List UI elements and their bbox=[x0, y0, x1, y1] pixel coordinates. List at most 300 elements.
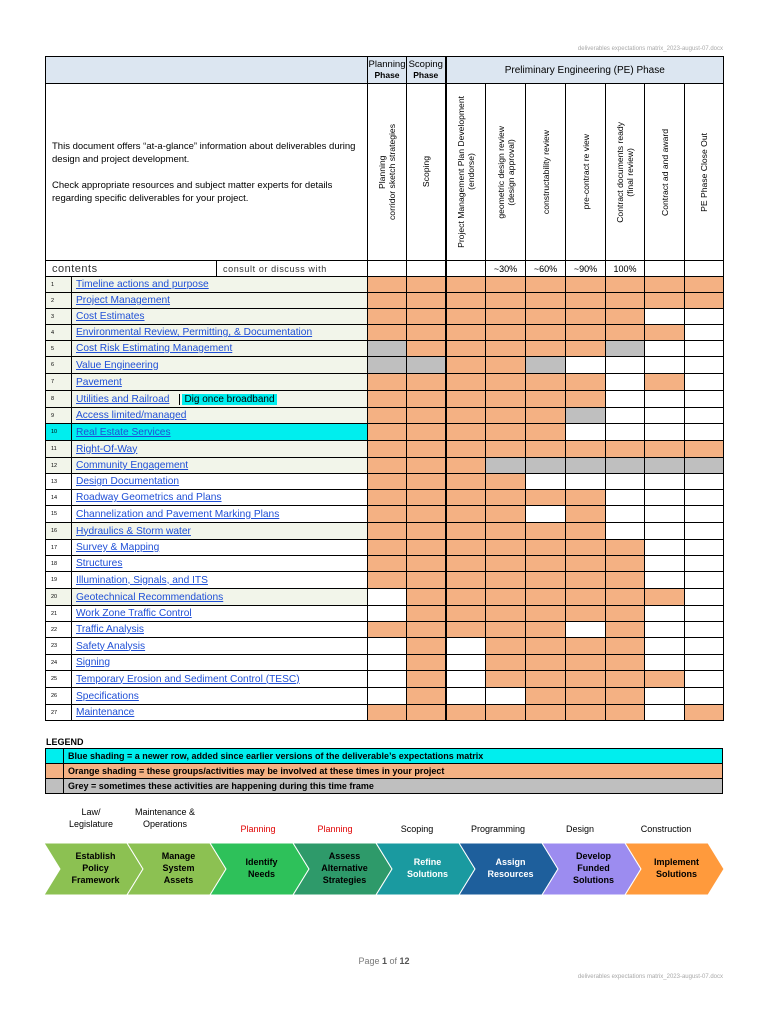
matrix-cell bbox=[606, 424, 645, 441]
matrix-cell bbox=[407, 325, 446, 341]
matrix-cell bbox=[606, 671, 645, 688]
table-row bbox=[46, 277, 724, 293]
deliverable-link[interactable]: Cost Risk Estimating Management bbox=[76, 343, 233, 354]
matrix-cell bbox=[446, 572, 486, 589]
matrix-cell bbox=[526, 309, 566, 325]
matrix-cell bbox=[606, 540, 645, 556]
matrix-cell bbox=[645, 606, 685, 622]
deliverable-item bbox=[72, 293, 368, 309]
matrix-cell bbox=[486, 424, 526, 441]
row-number: 1 bbox=[46, 277, 72, 293]
matrix-cell bbox=[446, 589, 486, 606]
matrix-cell bbox=[685, 589, 724, 606]
matrix-cell bbox=[526, 341, 566, 357]
matrix-cell bbox=[368, 638, 407, 655]
matrix-cell bbox=[685, 374, 724, 391]
matrix-cell bbox=[446, 638, 486, 655]
matrix-cell bbox=[606, 357, 645, 374]
matrix-cell bbox=[645, 572, 685, 589]
matrix-cell bbox=[606, 441, 645, 458]
deliverable-link[interactable]: Signing bbox=[76, 657, 110, 668]
flow-stage-label: Scoping bbox=[400, 824, 434, 834]
matrix-cell bbox=[526, 589, 566, 606]
matrix-cell bbox=[606, 309, 645, 325]
deliverable-item bbox=[72, 325, 368, 341]
matrix-cell bbox=[486, 622, 526, 638]
deliverable-link[interactable]: Timeline actions and purpose bbox=[76, 279, 209, 290]
table-row bbox=[46, 638, 724, 655]
matrix-cell bbox=[526, 490, 566, 506]
row-number: 22 bbox=[46, 622, 72, 638]
deliverable-item bbox=[72, 490, 368, 506]
matrix-cell bbox=[645, 357, 685, 374]
matrix-cell bbox=[526, 325, 566, 341]
matrix-cell bbox=[407, 424, 446, 441]
consult-label: consult or discuss with bbox=[217, 261, 368, 277]
matrix-cell bbox=[407, 589, 446, 606]
matrix-cell bbox=[566, 556, 606, 572]
matrix-cell bbox=[645, 490, 685, 506]
matrix-cell bbox=[645, 441, 685, 458]
matrix-cell bbox=[606, 705, 645, 721]
column-header-8: Contract ad and award bbox=[645, 84, 685, 261]
legend-row bbox=[46, 749, 723, 764]
table-row bbox=[46, 293, 724, 309]
matrix-cell bbox=[566, 540, 606, 556]
matrix-cell bbox=[685, 556, 724, 572]
matrix-cell bbox=[685, 458, 724, 474]
matrix-cell bbox=[407, 277, 446, 293]
table-row bbox=[46, 506, 724, 523]
column-header-6: pre-contract re view bbox=[566, 84, 606, 261]
matrix-cell bbox=[486, 523, 526, 540]
matrix-cell bbox=[446, 325, 486, 341]
table-row bbox=[46, 705, 724, 721]
matrix-cell bbox=[368, 688, 407, 705]
matrix-cell bbox=[526, 606, 566, 622]
deliverable-link[interactable]: Maintenance bbox=[76, 707, 135, 718]
matrix-cell bbox=[685, 688, 724, 705]
matrix-cell bbox=[446, 506, 486, 523]
deliverable-link[interactable]: Cost Estimates bbox=[76, 311, 145, 322]
deliverable-link[interactable]: Utilities and Railroad bbox=[76, 393, 170, 405]
flow-step-text: Assign Resources bbox=[487, 857, 534, 879]
flow-stage-label: Design bbox=[565, 824, 594, 834]
matrix-cell bbox=[407, 671, 446, 688]
row-number: 23 bbox=[46, 638, 72, 655]
table-row bbox=[46, 408, 724, 424]
matrix-cell bbox=[446, 408, 486, 424]
matrix-cell bbox=[606, 408, 645, 424]
matrix-cell bbox=[486, 309, 526, 325]
matrix-cell bbox=[566, 655, 606, 671]
deliverable-item bbox=[72, 523, 368, 540]
row-number: 16 bbox=[46, 523, 72, 540]
legend-row bbox=[46, 764, 723, 779]
matrix-cell bbox=[566, 688, 606, 705]
deliverable-item bbox=[72, 606, 368, 622]
row-number: 8 bbox=[46, 391, 72, 408]
matrix-cell bbox=[486, 408, 526, 424]
matrix-cell bbox=[685, 408, 724, 424]
matrix-cell bbox=[685, 357, 724, 374]
matrix-cell bbox=[645, 556, 685, 572]
row-number: 7 bbox=[46, 374, 72, 391]
deliverable-item bbox=[72, 458, 368, 474]
matrix-cell bbox=[526, 671, 566, 688]
matrix-cell bbox=[566, 277, 606, 293]
matrix-cell bbox=[368, 309, 407, 325]
matrix-cell bbox=[606, 506, 645, 523]
matrix-cell bbox=[368, 474, 407, 490]
row-number: 6 bbox=[46, 357, 72, 374]
row-number: 13 bbox=[46, 474, 72, 490]
matrix-cell bbox=[606, 325, 645, 341]
matrix-cell bbox=[486, 490, 526, 506]
deliverable-link[interactable]: Hydraulics & Storm water bbox=[76, 525, 191, 537]
matrix-cell bbox=[685, 309, 724, 325]
matrix-cell bbox=[446, 655, 486, 671]
table-row bbox=[46, 325, 724, 341]
matrix-cell bbox=[645, 391, 685, 408]
deliverable-item bbox=[72, 506, 368, 523]
matrix-cell bbox=[407, 655, 446, 671]
matrix-cell bbox=[446, 277, 486, 293]
column-header-9: PE Phase Close Out bbox=[685, 84, 724, 261]
matrix-cell bbox=[526, 655, 566, 671]
matrix-cell bbox=[685, 441, 724, 458]
matrix-cell bbox=[526, 540, 566, 556]
matrix-cell bbox=[368, 671, 407, 688]
matrix-cell bbox=[566, 506, 606, 523]
matrix-cell bbox=[685, 572, 724, 589]
deliverable-link[interactable]: Temporary Erosion and Sediment Control (TESC) bbox=[76, 673, 300, 685]
matrix-cell bbox=[566, 490, 606, 506]
matrix-cell bbox=[606, 374, 645, 391]
contents-label: contents bbox=[46, 261, 217, 277]
matrix-cell bbox=[685, 325, 724, 341]
header-filename: deliverables expectations matrix_2023-august-07.docx bbox=[577, 46, 723, 52]
matrix-cell bbox=[566, 523, 606, 540]
row-number: 2 bbox=[46, 293, 72, 309]
matrix-cell bbox=[486, 705, 526, 721]
row-number: 10 bbox=[46, 424, 72, 441]
matrix-cell bbox=[446, 556, 486, 572]
matrix-cell bbox=[645, 374, 685, 391]
deliverable-link[interactable]: Real Estate Services bbox=[76, 426, 171, 438]
deliverable-link[interactable]: Channelization and Pavement Marking Plans bbox=[76, 508, 280, 520]
column-header-3: Project Management Plan Development (endorse) bbox=[446, 84, 486, 261]
column-header-2: Scoping bbox=[407, 84, 446, 261]
deliverable-item bbox=[72, 441, 368, 458]
matrix-cell bbox=[526, 638, 566, 655]
row-number: 17 bbox=[46, 540, 72, 556]
matrix-cell bbox=[526, 458, 566, 474]
legend-swatch bbox=[46, 779, 64, 794]
matrix-cell bbox=[566, 309, 606, 325]
matrix-cell bbox=[368, 408, 407, 424]
row-number: 25 bbox=[46, 671, 72, 688]
matrix-cell bbox=[645, 655, 685, 671]
matrix-cell bbox=[645, 589, 685, 606]
flow-step-text: Manage System Assets bbox=[161, 850, 196, 885]
percent-label-6: ~90% bbox=[566, 261, 606, 277]
matrix-cell bbox=[685, 391, 724, 408]
matrix-cell bbox=[645, 638, 685, 655]
row-number: 9 bbox=[46, 408, 72, 424]
matrix-cell bbox=[446, 357, 486, 374]
matrix-cell bbox=[685, 490, 724, 506]
legend-row bbox=[46, 779, 723, 794]
matrix-cell bbox=[407, 523, 446, 540]
matrix-cell bbox=[486, 391, 526, 408]
matrix-cell bbox=[368, 490, 407, 506]
matrix-cell bbox=[446, 474, 486, 490]
matrix-cell bbox=[526, 391, 566, 408]
matrix-cell bbox=[368, 391, 407, 408]
row-number: 14 bbox=[46, 490, 72, 506]
matrix-cell bbox=[407, 556, 446, 572]
matrix-cell bbox=[446, 540, 486, 556]
matrix-cell bbox=[407, 506, 446, 523]
matrix-cell bbox=[486, 540, 526, 556]
table-row bbox=[46, 309, 724, 325]
matrix-cell bbox=[526, 556, 566, 572]
table-row bbox=[46, 523, 724, 540]
matrix-cell bbox=[446, 606, 486, 622]
flow-stage-label: Planning bbox=[317, 824, 353, 834]
matrix-cell bbox=[446, 490, 486, 506]
table-row bbox=[46, 622, 724, 638]
matrix-cell bbox=[407, 293, 446, 309]
percent-label-5: ~60% bbox=[526, 261, 566, 277]
legend-table bbox=[45, 748, 723, 794]
matrix-cell bbox=[606, 688, 645, 705]
deliverable-link[interactable]: Pavement bbox=[76, 376, 122, 388]
row-number: 19 bbox=[46, 572, 72, 589]
deliverable-item bbox=[72, 309, 368, 325]
matrix-cell bbox=[566, 325, 606, 341]
matrix-cell bbox=[645, 277, 685, 293]
matrix-cell bbox=[685, 705, 724, 721]
deliverable-link[interactable]: Traffic Analysis bbox=[76, 624, 144, 635]
deliverable-item bbox=[72, 556, 368, 572]
matrix-cell bbox=[645, 408, 685, 424]
table-row bbox=[46, 688, 724, 705]
matrix-cell bbox=[606, 606, 645, 622]
flow-stage-label: Construction bbox=[640, 824, 692, 834]
matrix-cell bbox=[368, 655, 407, 671]
matrix-cell bbox=[606, 490, 645, 506]
matrix-cell bbox=[645, 424, 685, 441]
matrix-cell bbox=[368, 589, 407, 606]
matrix-cell bbox=[685, 523, 724, 540]
deliverable-link[interactable]: Geotechnical Recommendations bbox=[76, 591, 224, 603]
matrix-cell bbox=[566, 638, 606, 655]
matrix-cell bbox=[486, 277, 526, 293]
matrix-cell bbox=[606, 293, 645, 309]
table-row bbox=[46, 374, 724, 391]
matrix-cell bbox=[566, 622, 606, 638]
matrix-cell bbox=[407, 490, 446, 506]
row-number: 24 bbox=[46, 655, 72, 671]
matrix-cell bbox=[645, 309, 685, 325]
table-row bbox=[46, 424, 724, 441]
deliverable-item bbox=[72, 424, 368, 441]
matrix-cell bbox=[407, 705, 446, 721]
matrix-cell bbox=[407, 458, 446, 474]
column-header-5: constructability review bbox=[526, 84, 566, 261]
matrix-cell bbox=[526, 408, 566, 424]
matrix-cell bbox=[645, 540, 685, 556]
matrix-cell bbox=[526, 572, 566, 589]
matrix-cell bbox=[645, 325, 685, 341]
matrix-cell bbox=[566, 572, 606, 589]
row-number: 18 bbox=[46, 556, 72, 572]
deliverable-link[interactable]: Structures bbox=[76, 558, 123, 569]
matrix-cell bbox=[446, 374, 486, 391]
row-number: 5 bbox=[46, 341, 72, 357]
percent-label-1 bbox=[368, 261, 407, 277]
matrix-cell bbox=[566, 589, 606, 606]
deliverable-link[interactable]: Safety Analysis bbox=[76, 640, 146, 652]
matrix-cell bbox=[368, 705, 407, 721]
matrix-cell bbox=[446, 309, 486, 325]
matrix-cell bbox=[368, 523, 407, 540]
percent-label-8 bbox=[645, 261, 685, 277]
flow-step-text: Establish Policy Framework bbox=[71, 850, 120, 885]
deliverable-link[interactable]: Value Engineering bbox=[76, 359, 159, 371]
matrix-cell bbox=[446, 523, 486, 540]
deliverable-item bbox=[72, 589, 368, 606]
matrix-cell bbox=[446, 671, 486, 688]
matrix-cell bbox=[526, 357, 566, 374]
matrix-cell bbox=[486, 474, 526, 490]
row-number: 4 bbox=[46, 325, 72, 341]
matrix-cell bbox=[566, 341, 606, 357]
deliverable-link[interactable]: Design Documentation bbox=[76, 476, 180, 487]
row-number: 21 bbox=[46, 606, 72, 622]
deliverable-link[interactable]: Access limited/managed bbox=[76, 410, 187, 421]
matrix-cell bbox=[446, 622, 486, 638]
matrix-cell bbox=[486, 688, 526, 705]
table-row bbox=[46, 556, 724, 572]
matrix-cell bbox=[407, 540, 446, 556]
matrix-cell bbox=[368, 572, 407, 589]
matrix-cell bbox=[645, 506, 685, 523]
matrix-cell bbox=[368, 606, 407, 622]
matrix-cell bbox=[486, 606, 526, 622]
matrix-cell bbox=[645, 523, 685, 540]
matrix-cell bbox=[486, 325, 526, 341]
deliverable-item bbox=[72, 408, 368, 424]
flow-step-text: Implement Solutions bbox=[653, 857, 699, 879]
deliverable-link[interactable]: Work Zone Traffic Control bbox=[76, 608, 192, 619]
deliverable-link[interactable]: Project Management bbox=[76, 295, 171, 306]
matrix-cell bbox=[606, 391, 645, 408]
matrix-cell bbox=[486, 638, 526, 655]
matrix-cell bbox=[566, 606, 606, 622]
deliverable-link[interactable]: Roadway Geometrics and Plans bbox=[76, 492, 222, 503]
percent-label-4: ~30% bbox=[486, 261, 526, 277]
flow-step-text: Identify Needs bbox=[245, 857, 278, 879]
matrix-cell bbox=[368, 277, 407, 293]
matrix-cell bbox=[407, 309, 446, 325]
matrix-cell bbox=[566, 458, 606, 474]
matrix-cell bbox=[645, 293, 685, 309]
matrix-cell bbox=[446, 441, 486, 458]
matrix-cell bbox=[606, 655, 645, 671]
matrix-cell bbox=[685, 540, 724, 556]
matrix-cell bbox=[407, 606, 446, 622]
deliverable-link[interactable]: Specifications bbox=[76, 690, 139, 702]
scoping-phase-header: Scoping Phase bbox=[407, 57, 446, 84]
legend-text: Blue shading = a newer row, added since earlier versions of the deliverable’s expectations matrix bbox=[64, 749, 723, 764]
table-row bbox=[46, 474, 724, 490]
matrix-cell bbox=[368, 622, 407, 638]
matrix-cell bbox=[566, 424, 606, 441]
matrix-cell bbox=[645, 341, 685, 357]
matrix-cell bbox=[446, 293, 486, 309]
matrix-cell bbox=[606, 523, 645, 540]
deliverable-item bbox=[72, 688, 368, 705]
matrix-cell bbox=[407, 408, 446, 424]
matrix-cell bbox=[606, 277, 645, 293]
matrix-cell bbox=[566, 374, 606, 391]
deliverable-link[interactable]: Survey & Mapping bbox=[76, 542, 160, 553]
matrix-cell bbox=[407, 638, 446, 655]
matrix-cell bbox=[407, 572, 446, 589]
flow-stage-label: Law/ Legislature bbox=[68, 807, 114, 829]
matrix-cell bbox=[566, 441, 606, 458]
flow-stage-label: Maintenance & Operations bbox=[134, 807, 196, 829]
deliverable-item bbox=[72, 374, 368, 391]
matrix-cell bbox=[685, 293, 724, 309]
percent-label-9 bbox=[685, 261, 724, 277]
deliverable-link[interactable]: Illumination, Signals, and ITS bbox=[76, 574, 208, 586]
matrix-cell bbox=[606, 638, 645, 655]
deliverable-link[interactable]: Environmental Review, Permitting, & Documentation bbox=[76, 327, 313, 338]
matrix-cell bbox=[645, 671, 685, 688]
matrix-cell bbox=[645, 688, 685, 705]
matrix-cell bbox=[566, 474, 606, 490]
matrix-cell bbox=[526, 705, 566, 721]
percent-label-7: 100% bbox=[606, 261, 645, 277]
table-row bbox=[46, 572, 724, 589]
matrix-cell bbox=[446, 341, 486, 357]
matrix-cell bbox=[368, 441, 407, 458]
matrix-cell bbox=[645, 458, 685, 474]
row-number: 3 bbox=[46, 309, 72, 325]
matrix-cell bbox=[566, 671, 606, 688]
deliverable-link[interactable]: Community Engagement bbox=[76, 460, 189, 471]
matrix-cell bbox=[486, 458, 526, 474]
matrix-cell bbox=[446, 688, 486, 705]
matrix-cell bbox=[486, 341, 526, 357]
planning-phase-header: Planning Phase bbox=[368, 57, 407, 84]
deliverable-item bbox=[72, 638, 368, 655]
column-header-7: Contract documents ready (final review) bbox=[606, 84, 645, 261]
table-row bbox=[46, 391, 724, 408]
matrix-cell bbox=[685, 474, 724, 490]
matrix-cell bbox=[407, 341, 446, 357]
intro-text: This document offers “at-a-glance” information about deliverables during design and project development. Check appropriate resources and subject matter experts for details regarding specific deliverables for your project. bbox=[46, 84, 368, 261]
matrix-cell bbox=[407, 374, 446, 391]
deliverable-link[interactable]: Right-Of-Way bbox=[76, 443, 138, 455]
matrix-cell bbox=[486, 441, 526, 458]
matrix-cell bbox=[486, 293, 526, 309]
matrix-cell bbox=[685, 277, 724, 293]
